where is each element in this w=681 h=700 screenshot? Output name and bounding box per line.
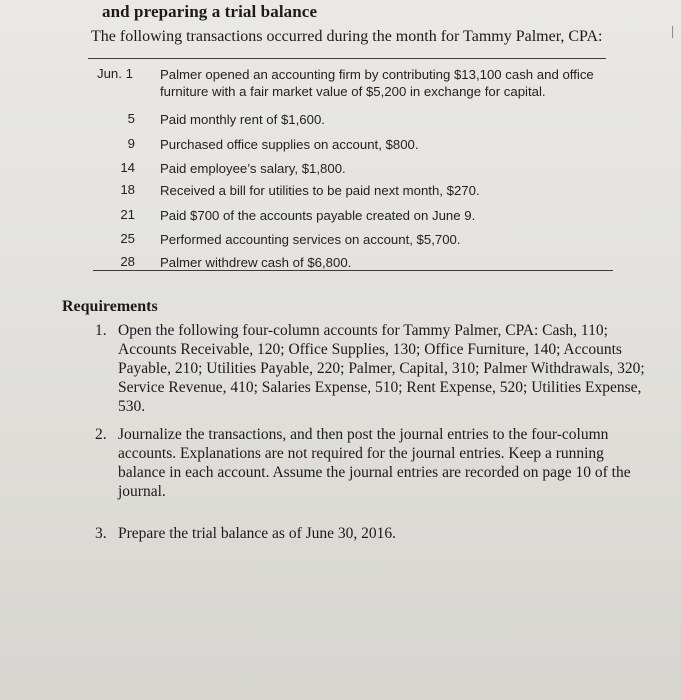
transaction-date: 28 (120, 254, 135, 269)
transaction-text: Paid employee’s salary, $1,800. (160, 161, 346, 176)
intro-text: The following transactions occurred during the month for Tammy Palmer, CPA: (91, 28, 603, 45)
transaction-text: Palmer withdrew cash of $6,800. (160, 255, 352, 270)
transaction-text: Performed accounting services on account, $5,700. (160, 232, 461, 247)
transaction-text: Purchased office supplies on account, $800. (160, 137, 419, 152)
page-edge-mark (672, 26, 679, 38)
section-title: and preparing a trial balance (102, 2, 318, 21)
transaction-date: 5 (127, 111, 135, 126)
transaction-date: Jun. 1 (97, 66, 133, 81)
requirement-text: Prepare the trial balance as of June 30, 2016. (118, 525, 397, 542)
requirement-text: Journalize the transactions, and then post the journal entries to the four-column accounts. Explanations are not required for the journal entries. Keep a running balance in each account. Assume the journal entries are recorded on page 10 of the journal. (118, 426, 631, 500)
transaction-text: Paid monthly rent of $1,600. (160, 112, 325, 127)
requirement-number: 2. (95, 426, 107, 443)
transaction-text: Palmer opened an accounting firm by contributing $13,100 cash and office furniture with a fair market value of $5,200 in exchange for capital. (160, 67, 594, 99)
requirements-heading: Requirements (62, 298, 158, 315)
requirement-text: Open the following four-column accounts for Tammy Palmer, CPA: Cash, 110; Accounts Receivable, 120; Office Supplies, 130; Office Furniture, 140; Accounts Payable, 210; Utilities Payable, 220; Palmer, Capital, 310; Palmer Withdrawals, 320; Service Revenue, 410; Salaries Expense, 510; Rent Expense, 520; Utilities Expense, 530. (118, 322, 645, 415)
transaction-text: Received a bill for utilities to be paid next month, $270. (160, 183, 480, 198)
transaction-date: 21 (120, 207, 135, 222)
requirement-number: 3. (95, 525, 107, 542)
transaction-date: 25 (120, 231, 135, 246)
transaction-date: 14 (120, 160, 135, 175)
transaction-text: Paid $700 of the accounts payable created on June 9. (160, 208, 476, 223)
transactions-bottom-rule (93, 270, 613, 271)
transaction-date: 9 (127, 136, 135, 151)
transaction-date: 18 (120, 182, 135, 197)
transactions-top-rule (88, 58, 606, 59)
requirement-number: 1. (95, 322, 107, 339)
